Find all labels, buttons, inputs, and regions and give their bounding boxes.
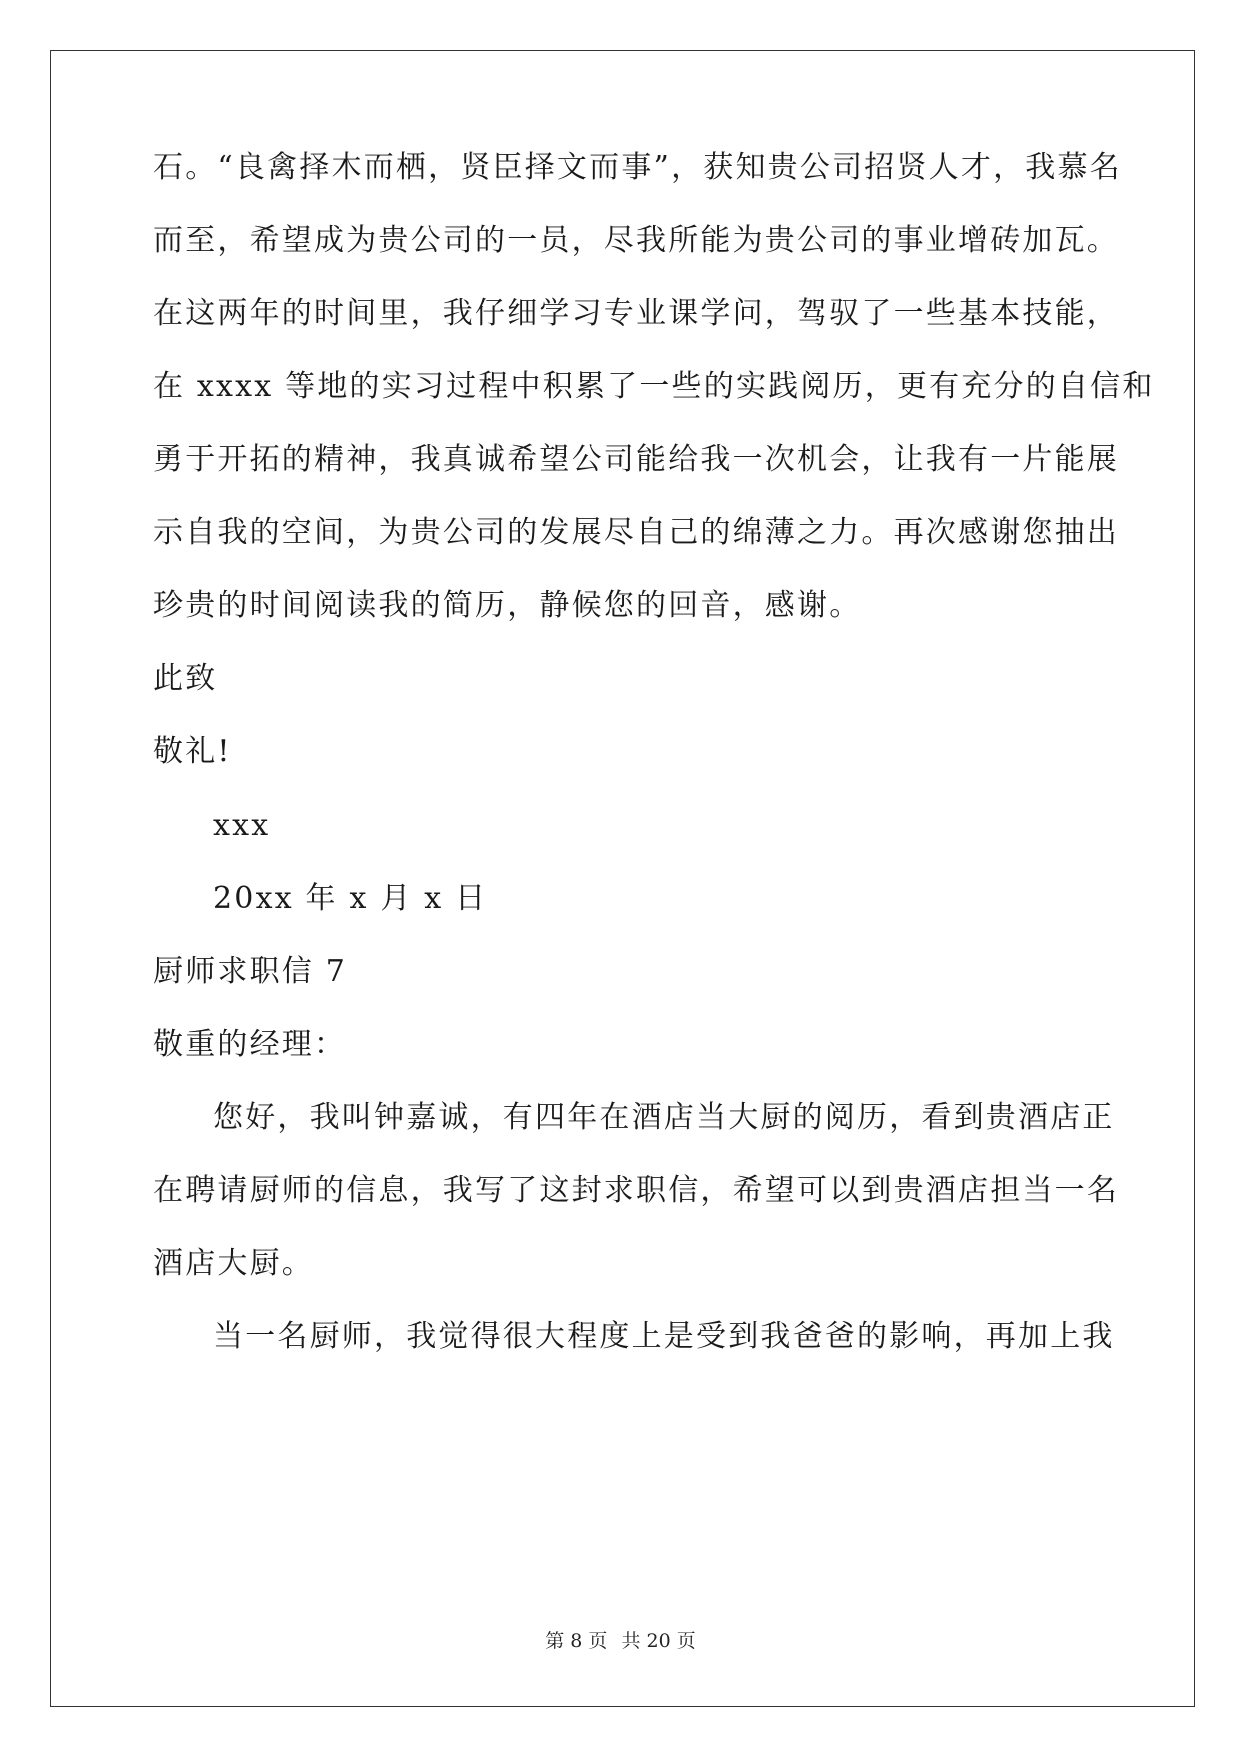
signature-date: 20xx 年 x 月 x 日 (213, 881, 488, 916)
body-line: 石。“良禽择木而栖，贤臣择文而事”，获知贵公司招贤人才，我慕名 (153, 150, 1122, 185)
signature-name: xxx (213, 808, 271, 843)
body-line: 在 xxxx 等地的实习过程中积累了一些的实践阅历，更有充分的自信和 (153, 369, 1155, 404)
body-line: 而至，希望成为贵公司的一员，尽我所能为贵公司的事业增砖加瓦。 (153, 223, 1119, 258)
closing-salutation: 此致 (153, 661, 218, 696)
body-line: 珍贵的时间阅读我的简历，静候您的回音，感谢。 (153, 588, 862, 623)
body-line: 您好，我叫钟嘉诚，有四年在酒店当大厨的阅历，看到贵酒店正 (213, 1100, 1115, 1135)
page-number: 第 8 页 (545, 1630, 608, 1652)
letter-greeting: 敬重的经理： (153, 1027, 347, 1062)
closing-regards: 敬礼! (153, 734, 232, 769)
body-line: 勇于开拓的精神，我真诚希望公司能给我一次机会，让我有一片能展 (153, 442, 1119, 477)
body-line: 在这两年的时间里，我仔细学习专业课学问，驾驭了一些基本技能， (153, 296, 1119, 331)
body-line: 示自我的空间，为贵公司的发展尽自己的绵薄之力。再次感谢您抽出 (153, 515, 1119, 550)
body-line: 酒店大厨。 (153, 1246, 314, 1281)
body-line: 当一名厨师，我觉得很大程度上是受到我爸爸的影响，再加上我 (213, 1319, 1115, 1354)
section-title: 厨师求职信 7 (153, 954, 348, 989)
body-line: 在聘请厨师的信息，我写了这封求职信，希望可以到贵酒店担当一名 (153, 1173, 1119, 1208)
page-footer (0, 1629, 1241, 1653)
page-total: 共 20 页 (621, 1630, 696, 1652)
